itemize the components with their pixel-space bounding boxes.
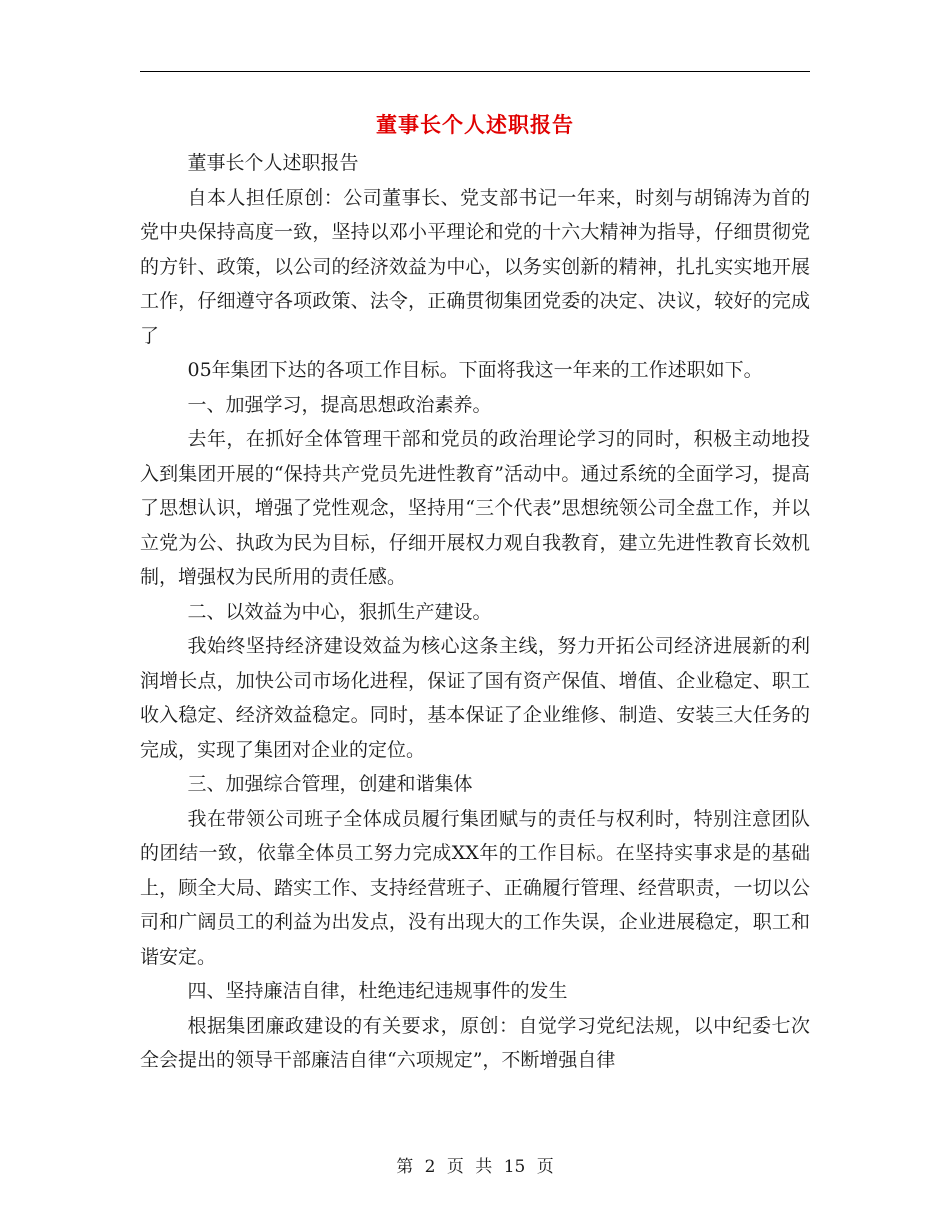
section-heading-2: 二、以效益为中心，狠抓生产建设。 <box>187 600 492 623</box>
section-heading-1: 一、加强学习，提高思想政治素养。 <box>187 393 492 416</box>
paragraph-intro-continued: 05年集团下达的各项工作目标。下面将我这一年来的工作述职如下。 <box>187 359 763 381</box>
document-body <box>140 146 810 1078</box>
paragraph-section-1: 去年，在抓好全体管理干部和党员的政治理论学习的同时，积极主动地投入到集团开展的“保持共产党员先进性教育”活动中。通过系统的全面学习，提高了思想认识，增强了党性观念，坚持用“三个代表”思想统领公司全盘工作，并以立党为公、执政为民为目标，仔细开展权力观自我教育，建立先进性教育长效机制，增强权为民所用的责任感。 <box>140 428 810 588</box>
section-heading-3: 三、加强综合管理，创建和谐集体 <box>187 773 473 795</box>
paragraph-intro: 自本人担任原创：公司董事长、党支部书记一年来，时刻与胡锦涛为首的党中央保持高度一致，坚持以邓小平理论和党的十六大精神为指导，仔细贯彻党的方针、政策，以公司的经济效益为中心，以务实创新的精神，扎扎实实地开展工作，仔细遵守各项政策、法令，正确贯彻集团党委的决定、决议，较好的完成了 <box>140 186 810 347</box>
document-title: 董事长个人述职报告 <box>376 112 574 137</box>
section-heading-4: 四、坚持廉洁自律，杜绝违纪违规事件的发生 <box>187 980 568 1002</box>
paragraph-subtitle: 董事长个人述职报告 <box>187 152 359 174</box>
page-number-footer: 第 2 页 共 15 页 <box>396 1157 554 1177</box>
header-rule <box>140 71 810 72</box>
paragraph-section-3: 我在带领公司班子全体成员履行集团赋与的责任与权利时，特别注意团队的团结一致，依靠全体员工努力完成XX年的工作目标。在坚持实事求是的基础上，顾全大局、踏实工作、支持经营班子、正确履行管理、经营职责，一切以公司和广阔员工的利益为出发点，没有出现大的工作失误，企业进展稳定，职工和谐安定。 <box>140 807 810 968</box>
paragraph-section-2: 我始终坚持经济建设效益为核心这条主线，努力开拓公司经济进展新的利润增长点，加快公司市场化进程，保证了国有资产保值、增值、企业稳定、职工收入稳定、经济效益稳定。同时，基本保证了企业维修、制造、安装三大任务的完成，实现了集团对企业的定位。 <box>140 635 810 761</box>
paragraph-section-4: 根据集团廉政建设的有关要求，原创：自觉学习党纪法规，以中纪委七次全会提出的领导干部廉洁自律“六项规定”，不断增强自律 <box>140 1014 810 1071</box>
